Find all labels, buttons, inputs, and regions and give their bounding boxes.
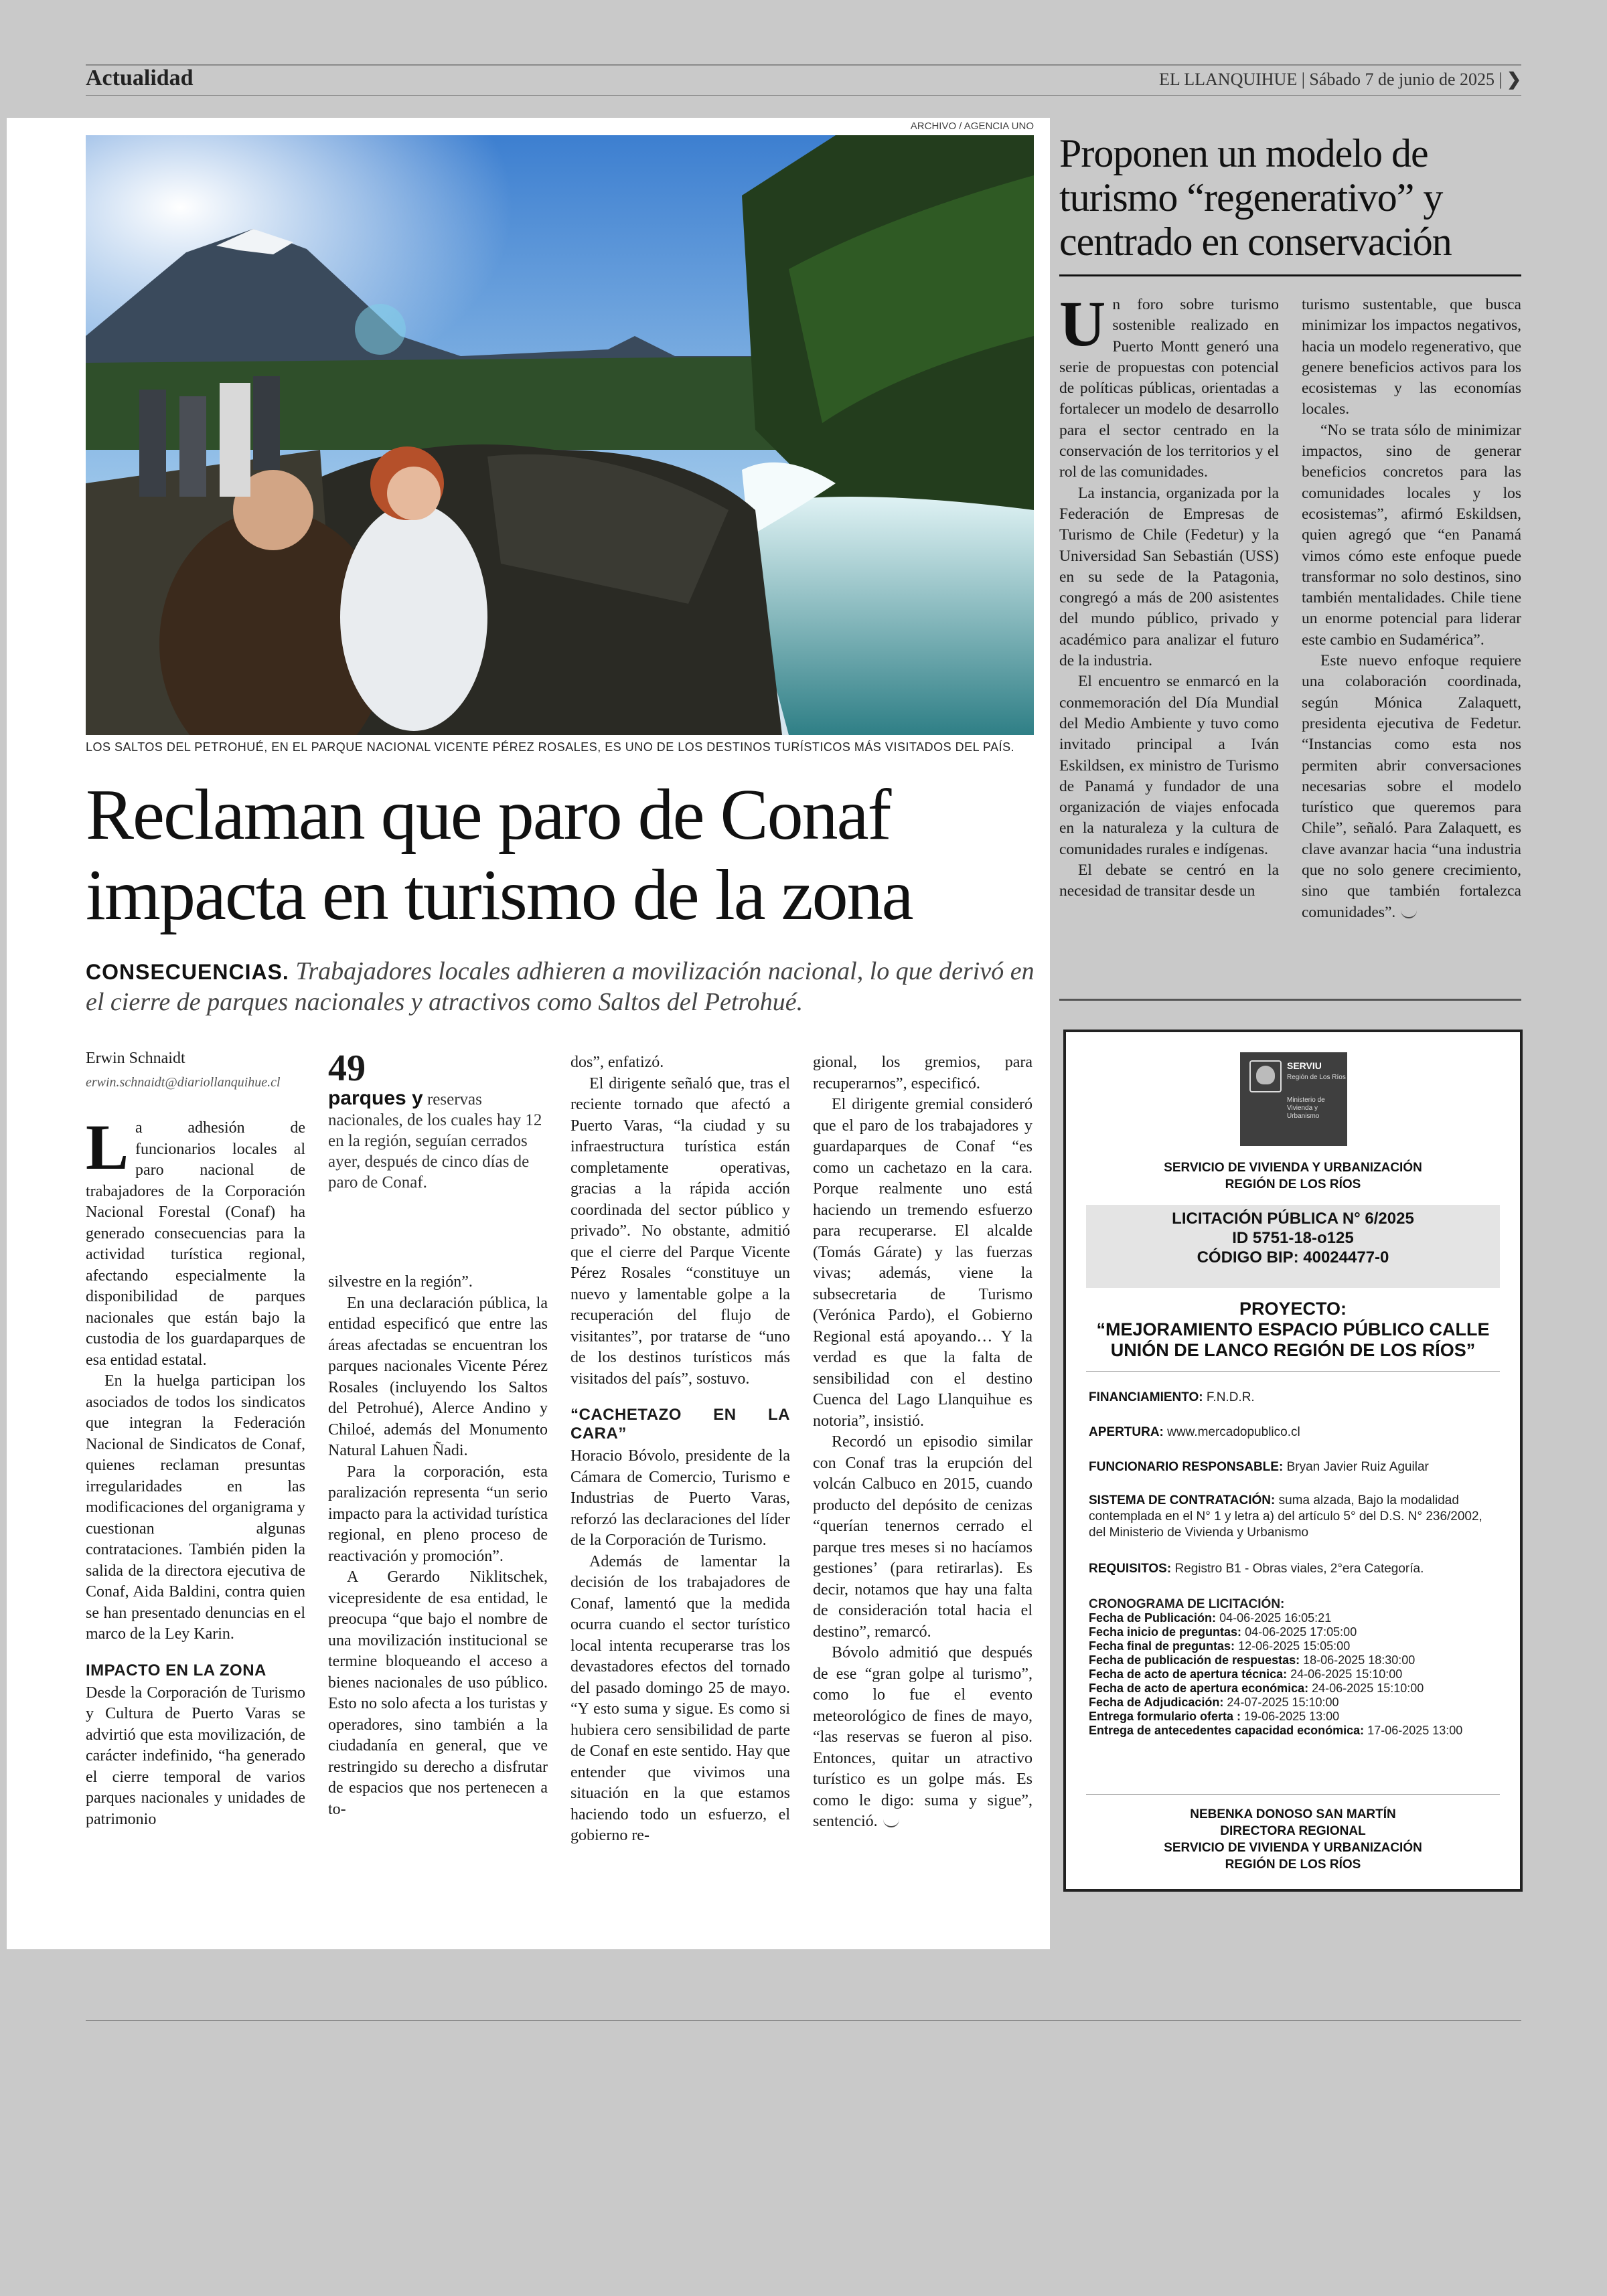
end-mark-icon [1401, 908, 1417, 918]
side-headline: Proponen un modelo de turismo “regenerativo” y centrado en conservación [1059, 131, 1452, 264]
project-name: “MEJORAMIENTO ESPACIO PÚBLICO CALLE UNIÓN DE LANCO REGIÓN DE LOS RÍOS” [1096, 1319, 1490, 1360]
schedule-value: 24-07-2025 15:10:00 [1227, 1696, 1339, 1709]
deck-text: Trabajadores locales adhieren a movilización nacional, lo que derivó en el cierre de parques nacionales y atractivos como Saltos del Petrohué. [86, 957, 1035, 1016]
schedule-list [1089, 1611, 1497, 1738]
author-name: Erwin Schnaidt [86, 1050, 185, 1067]
paragraph: Recordó un episodio similar con Conaf tras la erupción del volcán Calbuco en 2015, cuando producto del depósito de cenizas “querían tenernos cerrado el parque tres meses si no hacíamos gestiones’ (para retirarlas). Es decir, notamos que hay una falta de consideración total hacia el destino”, remarcó. [813, 1433, 1032, 1641]
article-column-3 [570, 1052, 790, 1847]
financing-value: F.N.D.R. [1206, 1390, 1255, 1404]
side-column-1 [1059, 288, 1279, 902]
signer-agency: SERVICIO DE VIVIENDA Y URBANIZACIÓN [1164, 1841, 1422, 1855]
schedule-label: Fecha inicio de preguntas: [1089, 1625, 1242, 1639]
article-deck [86, 956, 1050, 1017]
schedule-title: CRONOGRAMA DE LICITACIÓN: [1089, 1597, 1285, 1611]
deck-label: CONSECUENCIAS. [86, 960, 289, 984]
logo-name: SERVIU [1287, 1060, 1322, 1071]
schedule-value: 17-06-2025 13:00 [1367, 1724, 1463, 1737]
side-rule [1059, 274, 1521, 276]
tender-id: ID 5751-18-o125 [1232, 1229, 1354, 1247]
paragraph: silvestre en la región”. [328, 1273, 473, 1291]
logo-region: Región de Los Ríos [1287, 1074, 1346, 1081]
paragraph: El encuentro se enmarcó en la conmemoración del Día Mundial del Medio Ambiente y tuvo como invitado principal a Iván Eskildsen, ex ministro de Turismo de Panamá y fundador de una organización de viajes enfocada en la naturaleza y la cultura de comunidades rurales e indígenas. [1059, 673, 1279, 858]
paragraph: En una declaración pública, la entidad especificó que entre las áreas afectadas se encuentran los parques nacionales Vicente Pérez Rosales (incluyendo los Saltos del Petrohué), Alerce Andino y Chiloé, además del Monumento Natural Lahuen Ñadi. [328, 1294, 548, 1459]
signer-title: DIRECTORA REGIONAL [1220, 1824, 1366, 1838]
masthead-text: EL LLANQUIHUE | Sábado 7 de junio de 2025 | [1158, 70, 1503, 89]
signer-region: REGIÓN DE LOS RÍOS [1225, 1858, 1361, 1872]
schedule-row [1089, 1639, 1497, 1653]
agency-name: SERVICIO DE VIVIENDA Y URBANIZACIÓN [1164, 1161, 1422, 1175]
schedule-value: 18-06-2025 18:30:00 [1303, 1653, 1415, 1667]
photo-illustration [86, 135, 1034, 735]
system-row [1089, 1493, 1497, 1541]
paragraph: Además de lamentar la decisión de los trabajadores de Conaf, lamentó que la medida ocurra cuando el sector turístico local intenta recuperarse tras los devastadores efectos del tornado del pasado domingo 25 de mayo. “Y esto suma y sigue. Es como si hubiera cero sensibilidad de parte de Conaf en este sentido. Hay que entender que vivimos una situación en la que estamos haciendo todo un esfuerzo, el gobierno re- [570, 1552, 790, 1844]
paragraph: gional, los gremios, para recuperarnos”, especificó. [813, 1054, 1032, 1092]
paragraph: Bóvolo admitió que después de ese “gran golpe al turismo”, como lo fue el evento meteorológico de fines de mayo, “las reservas se fueron al piso. Entonces, quitar un atractivo turístico es un golpe más. Es como le digo: suma y sigue”, sentenció. [813, 1644, 1032, 1830]
subhead: “CACHETAZO EN LA CARA” [570, 1406, 790, 1443]
schedule-value: 04-06-2025 17:05:00 [1245, 1625, 1357, 1639]
masthead [1159, 70, 1521, 90]
requirements-row [1089, 1561, 1497, 1577]
schedule-value: 12-06-2025 15:05:00 [1238, 1639, 1351, 1653]
divider [1086, 1794, 1500, 1795]
photo-caption: LOS SALTOS DEL PETROHUÉ, EN EL PARQUE NACIONAL VICENTE PÉREZ ROSALES, ES UNO DE LOS DESTINOS TURÍSTICOS MÁS VISITADOS DEL PAÍS. [86, 740, 1015, 754]
stat-box [328, 1050, 549, 1193]
schedule-label: Fecha de Publicación: [1089, 1611, 1217, 1625]
paragraph: Horacio Bóvolo, presidente de la Cámara de Comercio, Turismo e Industrias de Puerto Varas, reforzó las declaraciones del líder de la Corporación de Turismo. [570, 1447, 790, 1549]
signature-block [1066, 1806, 1520, 1873]
paragraph: “No se trata sólo de minimizar impactos, sino de generar beneficios concretos para las comunidades locales y los ecosistemas”, afirmó Eskildsen, quien agregó que “en Panamá vimos cómo este enfoque puede transformar no solo destinos, sino también mentalidades. Chile tiene un enorme potencial para liderar este cambio en Sudamérica”. [1302, 421, 1521, 649]
paragraph: A Gerardo Niklitschek, vicepresidente de esa entidad, le preocupa “que bajo el nombre de una movilización institucional se termine bloqueando el acceso a bienes nacionales de uso público. Esto no solo afecta a los turistas y operadores, sino también a la ciudadanía en general, que ve restringido su derecho a disfrutar de espacios que nos pertenecen a to- [328, 1568, 548, 1818]
agency-block [1066, 1159, 1520, 1193]
paragraph: El dirigente gremial consideró que el paro de los trabajadores y guardaparques de Conaf “es como un cachetazo en la cara. Porque realmente uno está haciendo un tremendo esfuerzo para recuperarse. El alcalde (Tomás Gárate) y las fuerzas vivas; además, viene la subsecretaria de Turismo (Verónica Pardo), el Gobierno Regional está apoyando… Y la verdad es que la falta de sensibilidad con el destino Cuenca del Lago Llanquihue es notoria”, insistió. [813, 1096, 1032, 1430]
system-label: SISTEMA DE CONTRATACIÓN: [1089, 1493, 1276, 1507]
paragraph: dos”, enfatizó. [570, 1054, 664, 1071]
paragraph: En la huelga participan los asociados de todos los sindicatos que integran la Federación Nacional de Sindicatos de Conaf, quienes reclaman presuntas irregularidades en las modificaciones del organigrama y cuestionan algunas contrataciones. También piden la salida de la directora ejecutiva de Conaf, Aida Baldini, contra quien se han presentado denuncias en el marco de la Ley Karin. [86, 1372, 305, 1643]
serviu-logo [1240, 1052, 1347, 1146]
schedule-label: Fecha de acto de apertura económica: [1089, 1682, 1309, 1695]
schedule-row [1089, 1710, 1497, 1724]
official-row [1089, 1459, 1497, 1475]
tender-number: LICITACIÓN PÚBLICA N° 6/2025 [1172, 1210, 1414, 1228]
requirements-value: Registro B1 - Obras viales, 2°era Categoría. [1174, 1562, 1424, 1576]
article-headline: Reclaman que paro de Conaf impacta en turismo de la zona [86, 775, 913, 935]
schedule-label: Entrega de antecedentes capacidad económica: [1089, 1724, 1365, 1737]
divider [1086, 1371, 1500, 1372]
paragraph: n foro sobre turismo sostenible realizado en Puerto Montt generó una serie de propuestas con potencial de políticas públicas, orientadas a fortalecer un modelo de desarrollo para el sector centrado en la conservación de los territorios y el rol de las comunidades. [1059, 296, 1279, 481]
signer-name: NEBENKA DONOSO SAN MARTÍN [1190, 1807, 1396, 1821]
schedule-label: Entrega formulario oferta : [1089, 1710, 1241, 1723]
subhead: IMPACTO EN LA ZONA [86, 1661, 266, 1679]
schedule-row [1089, 1611, 1497, 1625]
schedule-row [1089, 1667, 1497, 1682]
bip-code: CÓDIGO BIP: 40024477-0 [1197, 1248, 1389, 1266]
requirements-label: REQUISITOS: [1089, 1562, 1172, 1576]
paragraph: Para la corporación, esta paralización representa “un serio impacto para la actividad turística regional, en pleno proceso de reactivación y promoción”. [328, 1463, 548, 1565]
article-column-2 [328, 1272, 548, 1820]
schedule-row [1089, 1653, 1497, 1667]
schedule-row [1089, 1682, 1497, 1696]
agency-region: REGIÓN DE LOS RÍOS [1225, 1177, 1361, 1192]
project-label: PROYECTO: [1239, 1299, 1347, 1319]
opening-value[interactable]: www.mercadopublico.cl [1167, 1425, 1300, 1439]
paragraph: La instancia, organizada por la Federación de Empresas de Turismo de Chile (Fedetur) y la Universidad San Sebastián (USS) en su sede de la Patagonia, congregó a más de 200 asistentes del mundo público, privado y académico para analizar el futuro de la industria. [1059, 484, 1279, 670]
tender-block [1086, 1205, 1500, 1288]
paragraph: El dirigente señaló que, tras el reciente tornado que afectó a Puerto Varas, “la ciudad y su infraestructura turística están completamente operativas, gracias a la rápida acción coordinada del sector público y privado”. No obstante, admitió que el cierre del Parque Vicente Pérez Rosales “constituye un nuevo y lamentable golpe a la recuperación del flujo de visitantes”, por tratarse de “uno de los destinos turísticos más visitados del país”, sostuvo. [570, 1074, 790, 1388]
stat-bold: parques y [328, 1087, 423, 1109]
financing-label: FINANCIAMIENTO: [1089, 1390, 1203, 1404]
paragraph: a adhesión de funcionarios locales al paro nacional de trabajadores de la Corporación Nacional Forestal (Conaf) ha generado consecuencias para la actividad turística regional, afectando especialmente la disponibilidad de parques nacionales que están bajo la custodia de los guardaparques de esa entidad estatal. [86, 1119, 305, 1369]
dropcap: L [86, 1111, 129, 1183]
schedule-value: 24-06-2025 15:10:00 [1290, 1667, 1403, 1681]
article-column-4 [813, 1052, 1032, 1833]
schedule-block [1089, 1597, 1497, 1738]
dropcap: U [1059, 288, 1106, 359]
paragraph: El debate se centró en la necesidad de transitar desde un [1059, 862, 1279, 900]
article-photo [86, 135, 1034, 735]
opening-row [1089, 1424, 1497, 1441]
schedule-row [1089, 1724, 1497, 1738]
header-rule-bottom [86, 95, 1521, 96]
coat-of-arms-icon [1249, 1060, 1282, 1092]
side-column-2 [1302, 295, 1521, 923]
project-block [1086, 1299, 1500, 1361]
opening-label: APERTURA: [1089, 1425, 1164, 1439]
official-label: FUNCIONARIO RESPONSABLE: [1089, 1460, 1284, 1474]
stat-text: reservas nacionales, de los cuales hay 12 en la región, seguían cerrados ayer, después de cinco días de paro de Conaf. [328, 1090, 542, 1192]
schedule-label: Fecha de acto de apertura técnica: [1089, 1667, 1288, 1681]
footer-rule [86, 2020, 1521, 2021]
schedule-label: Fecha final de preguntas: [1089, 1639, 1235, 1653]
end-mark-icon [883, 1817, 899, 1827]
section-label: Actualidad [86, 66, 194, 90]
author-email[interactable]: erwin.schnaidt@diariollanquihue.cl [86, 1075, 281, 1090]
schedule-value: 19-06-2025 13:00 [1244, 1710, 1340, 1723]
paragraph: turismo sustentable, que busca minimizar los impactos negativos, hacia un modelo regenerativo, que genere beneficios activos para los ecosistemas y las economías locales. [1302, 296, 1521, 418]
schedule-row [1089, 1625, 1497, 1639]
paragraph: Este nuevo enfoque requiere una colaboración coordinada, según Mónica Zalaquett, presidenta ejecutiva de Fedetur. “Instancias como esta nos permiten abrir conversaciones necesarias sobre el modelo turístico que queremos para Chile”, señaló. Para Zalaquett, es clave avanzar hacia “una industria que no solo genere crecimiento, sino que también fortalezca comunidades”. [1302, 652, 1521, 921]
paragraph: Desde la Corporación de Turismo y Cultura de Puerto Varas se advirtió que esta movilización, de carácter indefinido, “ha generado el cierre temporal de varios parques nacionales y unidades de patrimonio [86, 1684, 305, 1828]
schedule-value: 04-06-2025 16:05:21 [1219, 1611, 1332, 1625]
tender-notice-ad [1063, 1030, 1523, 1892]
header-rule [86, 64, 1521, 66]
official-value: Bryan Javier Ruiz Aguilar [1286, 1460, 1429, 1474]
system-value: suma alzada, Bajo la modalidad contemplada en el N° 1 y letra a) del artículo 5° del D.S. N° 236/2002, del Ministerio de Vivienda y Urbanismo [1089, 1493, 1482, 1540]
photo-credit: ARCHIVO / AGENCIA UNO [910, 120, 1034, 132]
schedule-row [1089, 1696, 1497, 1710]
stat-description [328, 1087, 549, 1193]
schedule-label: Fecha de publicación de respuestas: [1089, 1653, 1300, 1667]
side-rule-bottom [1059, 999, 1521, 1001]
logo-ministry: Ministerio de Vivienda y Urbanismo [1287, 1096, 1325, 1120]
schedule-value: 24-06-2025 15:10:00 [1312, 1682, 1424, 1695]
arrow-icon: ❯ [1507, 70, 1521, 89]
schedule-label: Fecha de Adjudicación: [1089, 1696, 1224, 1709]
financing-row [1089, 1390, 1497, 1406]
stat-number: 49 [328, 1048, 366, 1089]
article-column-1 [86, 1111, 305, 1830]
